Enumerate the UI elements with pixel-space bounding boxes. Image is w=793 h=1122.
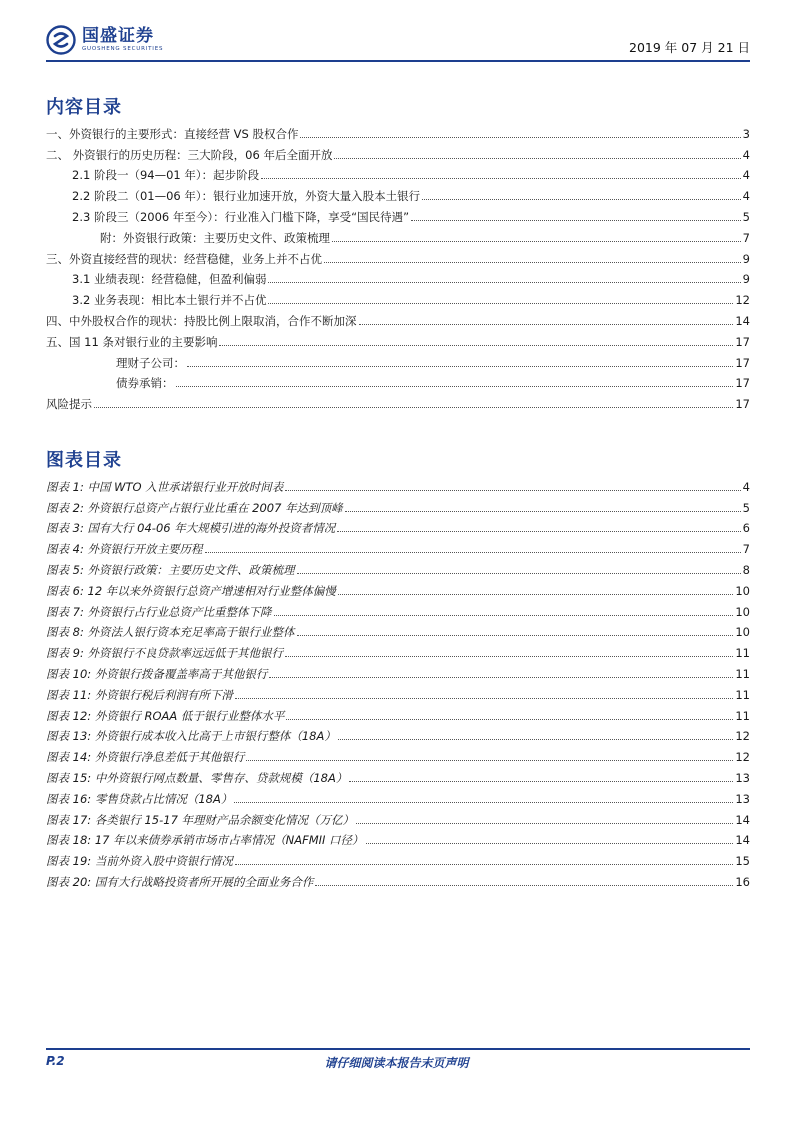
toc-entry-page: 4 — [742, 189, 750, 204]
brand-name: 国盛证券 — [82, 26, 154, 46]
figure-entry-page: 6 — [742, 521, 750, 536]
toc-entry-page: 4 — [742, 168, 750, 183]
figure-row[interactable] — [46, 515, 750, 536]
dot-leader — [345, 511, 741, 512]
figure-row[interactable] — [46, 723, 750, 744]
figure-row[interactable] — [46, 681, 750, 702]
figure-entry-page: 10 — [735, 583, 750, 598]
dot-leader — [324, 262, 741, 263]
toc-entry-page: 9 — [742, 272, 750, 287]
toc-entry-page: 12 — [735, 293, 750, 308]
toc-row[interactable] — [46, 307, 750, 328]
figure-row[interactable] — [46, 619, 750, 640]
toc-entry-page: 7 — [742, 230, 750, 245]
dot-leader — [268, 303, 733, 304]
toc-row[interactable] — [46, 203, 750, 224]
toc-row[interactable] — [46, 162, 750, 183]
figure-entry-title: 图表 5: 外资银行政策：主要历史文件、政策梳理 — [46, 562, 295, 577]
figure-entry-page: 7 — [742, 542, 750, 557]
toc-entry-title: 3.2 业务表现：相比本土银行并不占优 — [72, 293, 267, 308]
figure-entry-page: 15 — [735, 854, 750, 869]
dot-leader — [235, 698, 734, 699]
guosheng-logo-icon — [46, 25, 76, 55]
figure-entry-title: 图表 12: 外资银行 ROAA 低于银行业整体水平 — [46, 708, 285, 723]
toc-row[interactable] — [46, 349, 750, 370]
figure-row[interactable] — [46, 660, 750, 681]
dot-leader — [338, 594, 734, 595]
figure-row[interactable] — [46, 535, 750, 556]
dot-leader — [268, 282, 740, 283]
dot-leader — [285, 656, 733, 657]
brand-name-en: GUOSHENG SECURITIES — [82, 46, 164, 52]
dot-leader — [205, 552, 741, 553]
toc-entry-page: 17 — [735, 397, 750, 412]
figures-title: 图表目录 — [46, 450, 122, 471]
header-divider — [46, 60, 750, 62]
toc-entry-title: 附：外资银行政策：主要历史文件、政策梳理 — [100, 230, 330, 245]
figure-entry-page: 11 — [735, 646, 750, 661]
dot-leader — [337, 531, 740, 532]
footer-disclaimer: 请仔细阅读本报告末页声明 — [324, 1056, 469, 1070]
figure-entry-page: 13 — [735, 791, 750, 806]
figure-entry-title: 图表 14: 外资银行净息差低于其他银行 — [46, 750, 245, 765]
toc-entry-page: 17 — [735, 355, 750, 370]
dot-leader — [285, 490, 740, 491]
dot-leader — [269, 677, 733, 678]
figure-entry-title: 图表 8: 外资法人银行资本充足率高于银行业整体 — [46, 625, 295, 640]
dot-leader — [234, 802, 733, 803]
figure-entry-title: 图表 10: 外资银行拨备覆盖率高于其他银行 — [46, 666, 268, 681]
toc-entry-title: 2.3 阶段三（2006 年至今）：行业准入门槛下降，享受“国民待遇” — [72, 209, 410, 224]
figure-entry-title: 图表 2: 外资银行总资产占银行业比重在 2007 年达到顶峰 — [46, 500, 343, 515]
toc-entry-title: 债券承销： — [116, 376, 174, 391]
toc-entry-title: 五、国 11 条对银行业的主要影响 — [46, 334, 218, 349]
dot-leader — [359, 324, 734, 325]
dot-leader — [332, 241, 741, 242]
figure-entry-page: 11 — [735, 687, 750, 702]
dot-leader — [261, 178, 741, 179]
toc-entry-title: 风险提示 — [46, 397, 92, 412]
figure-entry-title: 图表 15: 中外资银行网点数量、零售存、贷款规模（18A） — [46, 770, 348, 785]
toc-entry-title: 理财子公司： — [116, 355, 185, 370]
toc-row[interactable] — [46, 390, 750, 411]
dot-leader — [219, 345, 733, 346]
figure-entry-title: 图表 6: 12 年以来外资银行总资产增速相对行业整体偏慢 — [46, 583, 336, 598]
toc-entry-page: 17 — [735, 376, 750, 391]
toc-entry-page: 9 — [742, 251, 750, 266]
dot-leader — [94, 407, 733, 408]
toc-entry-title: 四、中外股权合作的现状：持股比例上限取消，合作不断加深 — [46, 313, 357, 328]
dot-leader — [176, 386, 734, 387]
page-number: P.2 — [46, 1054, 65, 1068]
dot-leader — [246, 760, 733, 761]
figure-list — [46, 473, 750, 889]
toc-row[interactable] — [46, 328, 750, 349]
toc-title: 内容目录 — [46, 97, 122, 118]
toc-row[interactable] — [46, 370, 750, 391]
figure-row[interactable] — [46, 785, 750, 806]
toc-row[interactable] — [46, 120, 750, 141]
figure-entry-title: 图表 1: 中国 WTO 入世承诺银行业开放时间表 — [46, 479, 284, 494]
figure-entry-title: 图表 3: 国有大行 04-06 年大规模引进的海外投资者情况 — [46, 521, 336, 536]
dot-leader — [297, 635, 734, 636]
figure-entry-title: 图表 20: 国有大行战略投资者所开展的全面业务合作 — [46, 874, 314, 889]
figure-entry-title: 图表 13: 外资银行成本收入比高于上市银行整体（18A） — [46, 729, 336, 744]
figure-entry-page: 10 — [735, 604, 750, 619]
dot-leader — [422, 199, 741, 200]
figure-entry-title: 图表 18: 17 年以来债券承销市场市占率情况（NAFMII 口径） — [46, 833, 364, 848]
figure-entry-title: 图表 19: 当前外资入股中资银行情况 — [46, 854, 233, 869]
figure-row[interactable] — [46, 764, 750, 785]
toc-row[interactable] — [46, 224, 750, 245]
toc-row[interactable] — [46, 182, 750, 203]
figure-entry-page: 12 — [735, 729, 750, 744]
figure-entry-title: 图表 16: 零售贷款占比情况（18A） — [46, 791, 233, 806]
toc-entry-page: 5 — [742, 209, 750, 224]
figure-row[interactable] — [46, 806, 750, 827]
toc-entry-title: 一、外资银行的主要形式：直接经营 VS 股权合作 — [46, 126, 299, 141]
figure-entry-page: 12 — [735, 750, 750, 765]
toc-entry-page: 17 — [735, 334, 750, 349]
dot-leader — [297, 573, 741, 574]
figure-entry-page: 14 — [735, 812, 750, 827]
figure-entry-title: 图表 4: 外资银行开放主要历程 — [46, 542, 203, 557]
figure-entry-page: 16 — [735, 874, 750, 889]
figure-entry-title: 图表 11: 外资银行税后利润有所下滑 — [46, 687, 233, 702]
figure-entry-page: 8 — [742, 562, 750, 577]
toc-entry-title: 3.1 业绩表现：经营稳健，但盈利偏弱 — [72, 272, 267, 287]
figure-row[interactable] — [46, 494, 750, 515]
dot-leader — [334, 158, 740, 159]
toc-entry-page: 14 — [735, 313, 750, 328]
dot-leader — [366, 843, 734, 844]
figure-row[interactable] — [46, 577, 750, 598]
dot-leader — [315, 885, 733, 886]
footer-divider — [46, 1048, 750, 1050]
toc-row[interactable] — [46, 141, 750, 162]
report-date: 2019 年 07 月 21 日 — [629, 40, 750, 55]
dot-leader — [338, 739, 734, 740]
figure-row[interactable] — [46, 868, 750, 889]
dot-leader — [300, 137, 740, 138]
toc-row[interactable] — [46, 245, 750, 266]
figure-entry-page: 11 — [735, 666, 750, 681]
figure-entry-page: 11 — [735, 708, 750, 723]
toc-list — [46, 120, 750, 411]
page-header — [46, 22, 750, 60]
figure-entry-title: 图表 17: 各类银行 15-17 年理财产品余额变化情况（万亿） — [46, 812, 355, 827]
toc-entry-page: 4 — [742, 147, 750, 162]
toc-row[interactable] — [46, 266, 750, 287]
figure-row[interactable] — [46, 639, 750, 660]
figure-row[interactable] — [46, 473, 750, 494]
brand-logo — [46, 22, 163, 58]
toc-row[interactable] — [46, 286, 750, 307]
dot-leader — [349, 781, 733, 782]
toc-entry-title: 二、 外资银行的历史历程：三大阶段，06 年后全面开放 — [46, 147, 333, 162]
figure-entry-page: 5 — [742, 500, 750, 515]
dot-leader — [411, 220, 741, 221]
figure-entry-page: 4 — [742, 479, 750, 494]
figure-entry-page: 14 — [735, 833, 750, 848]
figure-entry-title: 图表 7: 外资银行占行业总资产比重整体下降 — [46, 604, 272, 619]
dot-leader — [356, 823, 733, 824]
toc-entry-title: 2.1 阶段一（94—01 年）：起步阶段 — [72, 168, 260, 183]
toc-entry-title: 2.2 阶段二（01—06 年）：银行业加速开放，外资大量入股本土银行 — [72, 189, 421, 204]
figure-row[interactable] — [46, 702, 750, 723]
dot-leader — [187, 366, 733, 367]
toc-entry-title: 三、外资直接经营的现状：经营稳健，业务上并不占优 — [46, 251, 322, 266]
figure-row[interactable] — [46, 556, 750, 577]
toc-entry-page: 3 — [742, 126, 750, 141]
figure-row[interactable] — [46, 598, 750, 619]
figure-row[interactable] — [46, 827, 750, 848]
dot-leader — [274, 615, 734, 616]
dot-leader — [286, 719, 733, 720]
figure-entry-page: 13 — [735, 770, 750, 785]
figure-row[interactable] — [46, 847, 750, 868]
figure-row[interactable] — [46, 743, 750, 764]
figure-entry-page: 10 — [735, 625, 750, 640]
dot-leader — [235, 864, 734, 865]
figure-entry-title: 图表 9: 外资银行不良贷款率远远低于其他银行 — [46, 646, 283, 661]
